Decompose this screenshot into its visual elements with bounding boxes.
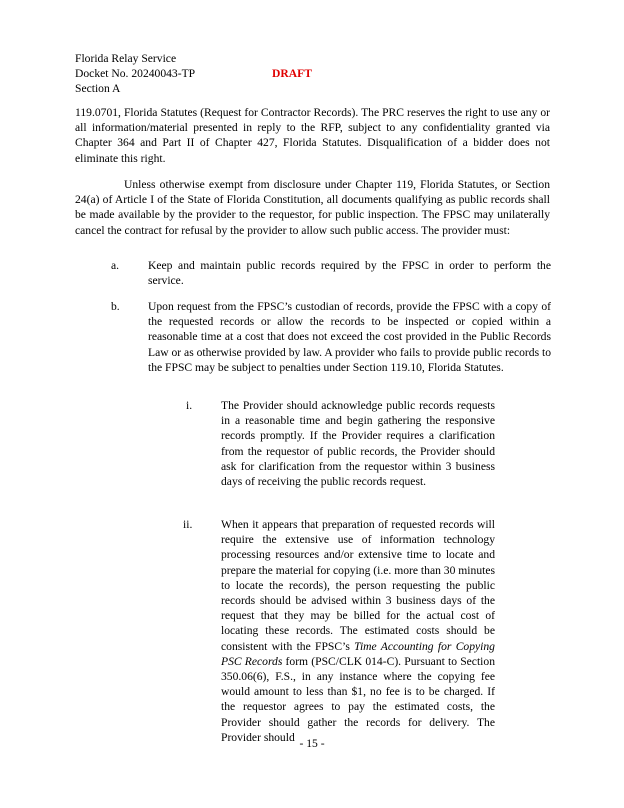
paragraph-contractor-records: 119.0701, Florida Statutes (Request for Contractor Records). The PRC reserves the right to use any or all information/material presented in reply to the RFP, subject to any confidentiality granted via Chapter 364 and Part II of Chapter 427, Florida Statutes. Disqualification of a bidder does not eliminate this right. bbox=[75, 106, 550, 165]
list-item-text-a: Keep and maintain public records required by the FPSC in order to perform the service. bbox=[148, 259, 551, 288]
sublist-item-text-i: The Provider should acknowledge public records requests in a reasonable time and begin gathering the responsive records promptly. If the Provider requires a clarification from the requestor of public records, the Provider should ask for clarification from the requestor within 3 business days of receiving the public records request. bbox=[221, 399, 495, 489]
list-item-text-b: Upon request from the FPSC’s custodian of records, provide the FPSC with a copy of the requested records or allow the records to be inspected or copied within a reasonable time at a cost that does not exceed the cost provided in the Public Records Law or as otherwise provided by law. A provider who fails to provide public records to the FPSC may be subject to penalties under Section 119.10, Florida Statutes. bbox=[148, 300, 552, 374]
document-header bbox=[75, 51, 195, 97]
sublist-item-marker-ii: ii. bbox=[183, 518, 193, 531]
list-item-marker-b: b. bbox=[111, 300, 120, 313]
header-title: Florida Relay Service bbox=[75, 52, 177, 65]
list-item-marker-a: a. bbox=[111, 259, 120, 272]
sublist-item-text-ii-part1: When it appears that preparation of requested records will require the extensive use of information technology processing resources and/or extensive time to locate and prepare the material for copying (i.e. more than 30 minutes to locate the records), the person requesting the public records should be advised within 3 business days of the request that they may be billed for the actual cost of locating these records. The estimated costs should be consistent with the FPSC’s bbox=[221, 518, 495, 653]
paragraph-public-records: Unless otherwise exempt from disclosure under Chapter 119, Florida Statutes, or Section 24(a) of Article I of the State of Florida Constitution, all documents qualifying as public records shall be made available by the provider to the requestor, for public inspection. The FPSC may unilaterally cancel the contract for refusal by the provider to allow such public access. The provider must: bbox=[75, 178, 550, 237]
sublist-item-text-ii bbox=[221, 517, 495, 745]
header-docket: Docket No. 20240043-TP bbox=[75, 67, 196, 81]
sublist-item-marker-i: i. bbox=[186, 399, 193, 412]
draft-label: DRAFT bbox=[272, 67, 312, 80]
header-section: Section A bbox=[75, 82, 121, 96]
form-title-italic: Time Accounting for Copying PSC Records bbox=[221, 639, 495, 668]
page-number: - 15 - bbox=[299, 737, 325, 750]
sublist-item-text-ii-part2: form (PSC/CLK 014-C). Pursuant to Section 350.06(6), F.S., in any instance where the copying fee would amount to less than $1, no fee is to be charged. If the requestor agrees to pay the estimated costs, the Provider should gather the records for delivery. The Provider should bbox=[221, 654, 495, 744]
